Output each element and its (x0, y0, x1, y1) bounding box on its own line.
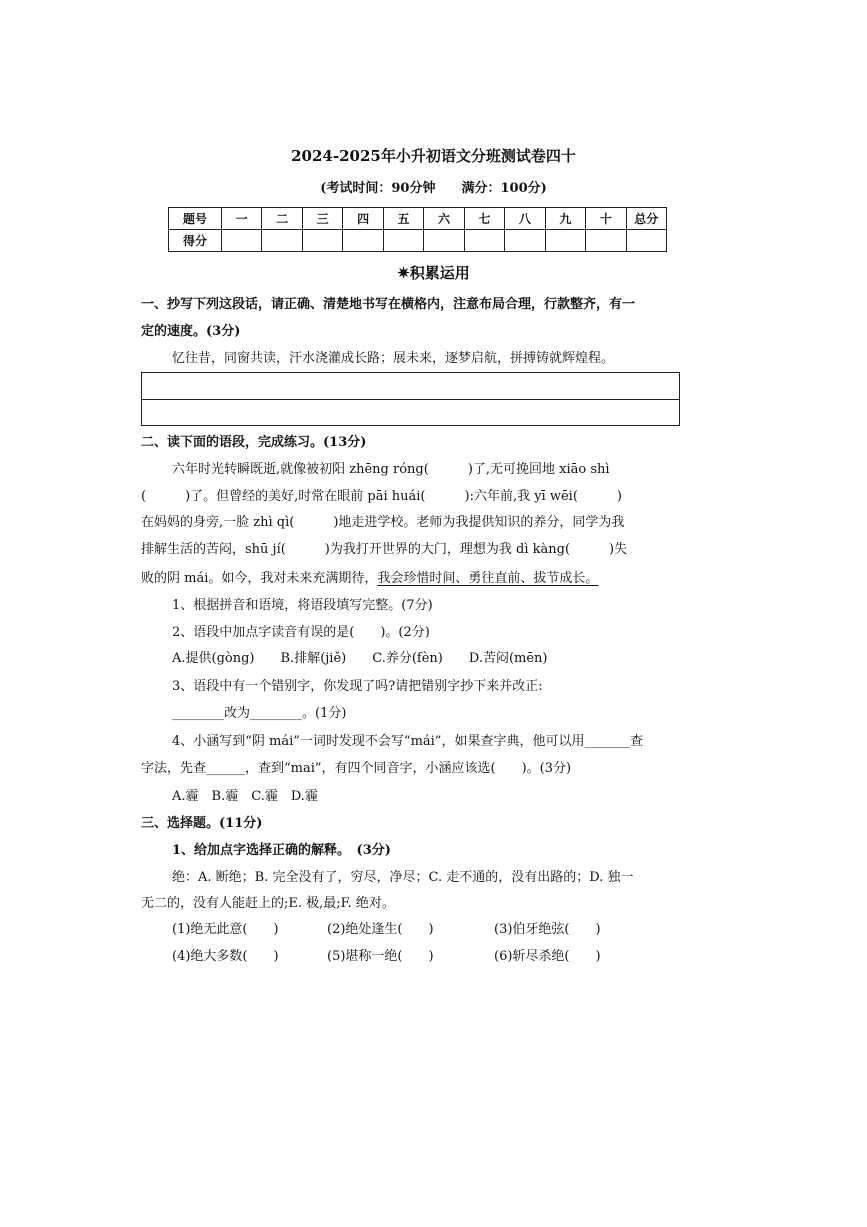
underlined-sentence: 我会珍惜时间、勇往直前、拔节成长。 (377, 571, 599, 586)
q3-definition-line2: 无二的，没有人能赶上的;E. 极,最;F. 绝对。 (141, 896, 395, 911)
score-input-cell[interactable] (626, 230, 666, 252)
q2-subquestion-1: 1、根据拼音和语境，将语段填写完整。(7分) (172, 598, 433, 613)
q3-item: (6)斩尽杀绝( ) (494, 949, 601, 964)
table-cell: 十 (586, 208, 626, 230)
q1-instruction-line2: 定的速度。(3分) (141, 324, 241, 339)
handwriting-box[interactable] (141, 372, 680, 426)
q2-paragraph-line: ( )了。但曾经的美好,时常在眼前 pāi huái( ):六年前,我 yī wēi( ) (141, 489, 622, 504)
q3-heading: 三、选择题。(11分) (141, 816, 263, 831)
q3-item: (2)绝处逢生( ) (327, 922, 434, 937)
score-input-cell[interactable] (343, 230, 383, 252)
table-cell: 一 (222, 208, 262, 230)
q3-subquestion-1: 1、给加点字选择正确的解释。 (3分) (172, 843, 391, 858)
table-cell: 四 (343, 208, 383, 230)
q3-definition-line1: 绝：A. 断绝；B. 完全没有了，穷尽，净尽；C. 走不通的，没有出路的；D. 独一 (172, 870, 634, 885)
table-cell: 题号 (169, 208, 222, 230)
q3-item: (1)绝无此意( ) (172, 922, 279, 937)
table-cell: 三 (302, 208, 342, 230)
q2-subquestion-2-options: A.提供(gòng) B.排解(jiě) C.养分(fèn) D.苦闷(mēn) (172, 651, 548, 666)
q3-item: (4)绝大多数( ) (172, 949, 279, 964)
q2-paragraph-line: 排解生活的苦闷，shū jí( )为我打开世界的大门，理想为我 dì kàng( )失 (141, 542, 628, 557)
score-input-cell[interactable] (222, 230, 262, 252)
q2-heading: 二、读下面的语段，完成练习。(13分) (141, 435, 367, 450)
table-cell: 得分 (169, 230, 222, 252)
q2-subquestion-3: 3、语段中有一个错别字，你发现了吗?请把错别字抄下来并改正: (172, 679, 543, 694)
score-input-cell[interactable] (505, 230, 545, 252)
q1-passage: 忆往昔，同窗共读，汗水浇灌成长路；展未来，逐梦启航，拼搏铸就辉煌程。 (172, 351, 615, 366)
table-cell: 八 (505, 208, 545, 230)
q2-subquestion-4-options: A.霾 B.霾 C.霾 D.霾 (172, 789, 318, 804)
score-input-cell[interactable] (383, 230, 423, 252)
score-input-cell[interactable] (545, 230, 585, 252)
table-cell: 总分 (626, 208, 666, 230)
q2-subquestion-4-line1: 4、小涵写到“阴 mái”一词时发现不会写“mái”，如果查字典，他可以用_______查 (172, 734, 643, 749)
q3-item: (5)堪称一绝( ) (327, 949, 434, 964)
table-cell: 五 (383, 208, 423, 230)
score-table (168, 207, 667, 252)
table-cell: 七 (464, 208, 504, 230)
table-cell: 六 (424, 208, 464, 230)
page-title: 2024-2025年小升初语文分班测试卷四十 (291, 147, 576, 165)
q1-instruction-line1: 一、抄写下列这段话，请正确、清楚地书写在横格内，注意布局合理，行款整齐，有一 (141, 297, 636, 312)
score-input-cell[interactable] (424, 230, 464, 252)
score-table-score-row (169, 230, 667, 252)
q2-subquestion-3-blank: ________改为________。(1分) (172, 706, 347, 721)
score-input-cell[interactable] (586, 230, 626, 252)
q2-paragraph-text: 败的阴 mái。如今，我对未来充满期待， (141, 571, 378, 586)
q2-subquestion-2: 2、语段中加点字读音有误的是( )。(2分) (172, 625, 430, 640)
score-input-cell[interactable] (464, 230, 504, 252)
score-input-cell[interactable] (302, 230, 342, 252)
q3-item: (3)伯牙绝弦( ) (494, 922, 601, 937)
q2-subquestion-4-line2: 字法，先查______，查到“mai”，有四个同音字，小涵应该选( )。(3分) (141, 761, 572, 776)
score-table-header-row (169, 208, 667, 230)
q2-paragraph-line: 六年时光转瞬既逝,就像被初阳 zhēng róng( )了,无可挽回地 xiāo shì (172, 462, 610, 477)
q2-paragraph-line (141, 570, 598, 588)
table-cell: 九 (545, 208, 585, 230)
section-heading: ✷积累运用 (397, 264, 470, 282)
exam-info: (考试时间：90分钟 满分：100分) (320, 181, 547, 196)
score-input-cell[interactable] (262, 230, 302, 252)
table-cell: 二 (262, 208, 302, 230)
ruled-line (142, 399, 679, 400)
q2-paragraph-line: 在妈妈的身旁,一脸 zhì qì( )地走进学校。老师为我提供知识的养分，同学为我 (141, 515, 625, 530)
